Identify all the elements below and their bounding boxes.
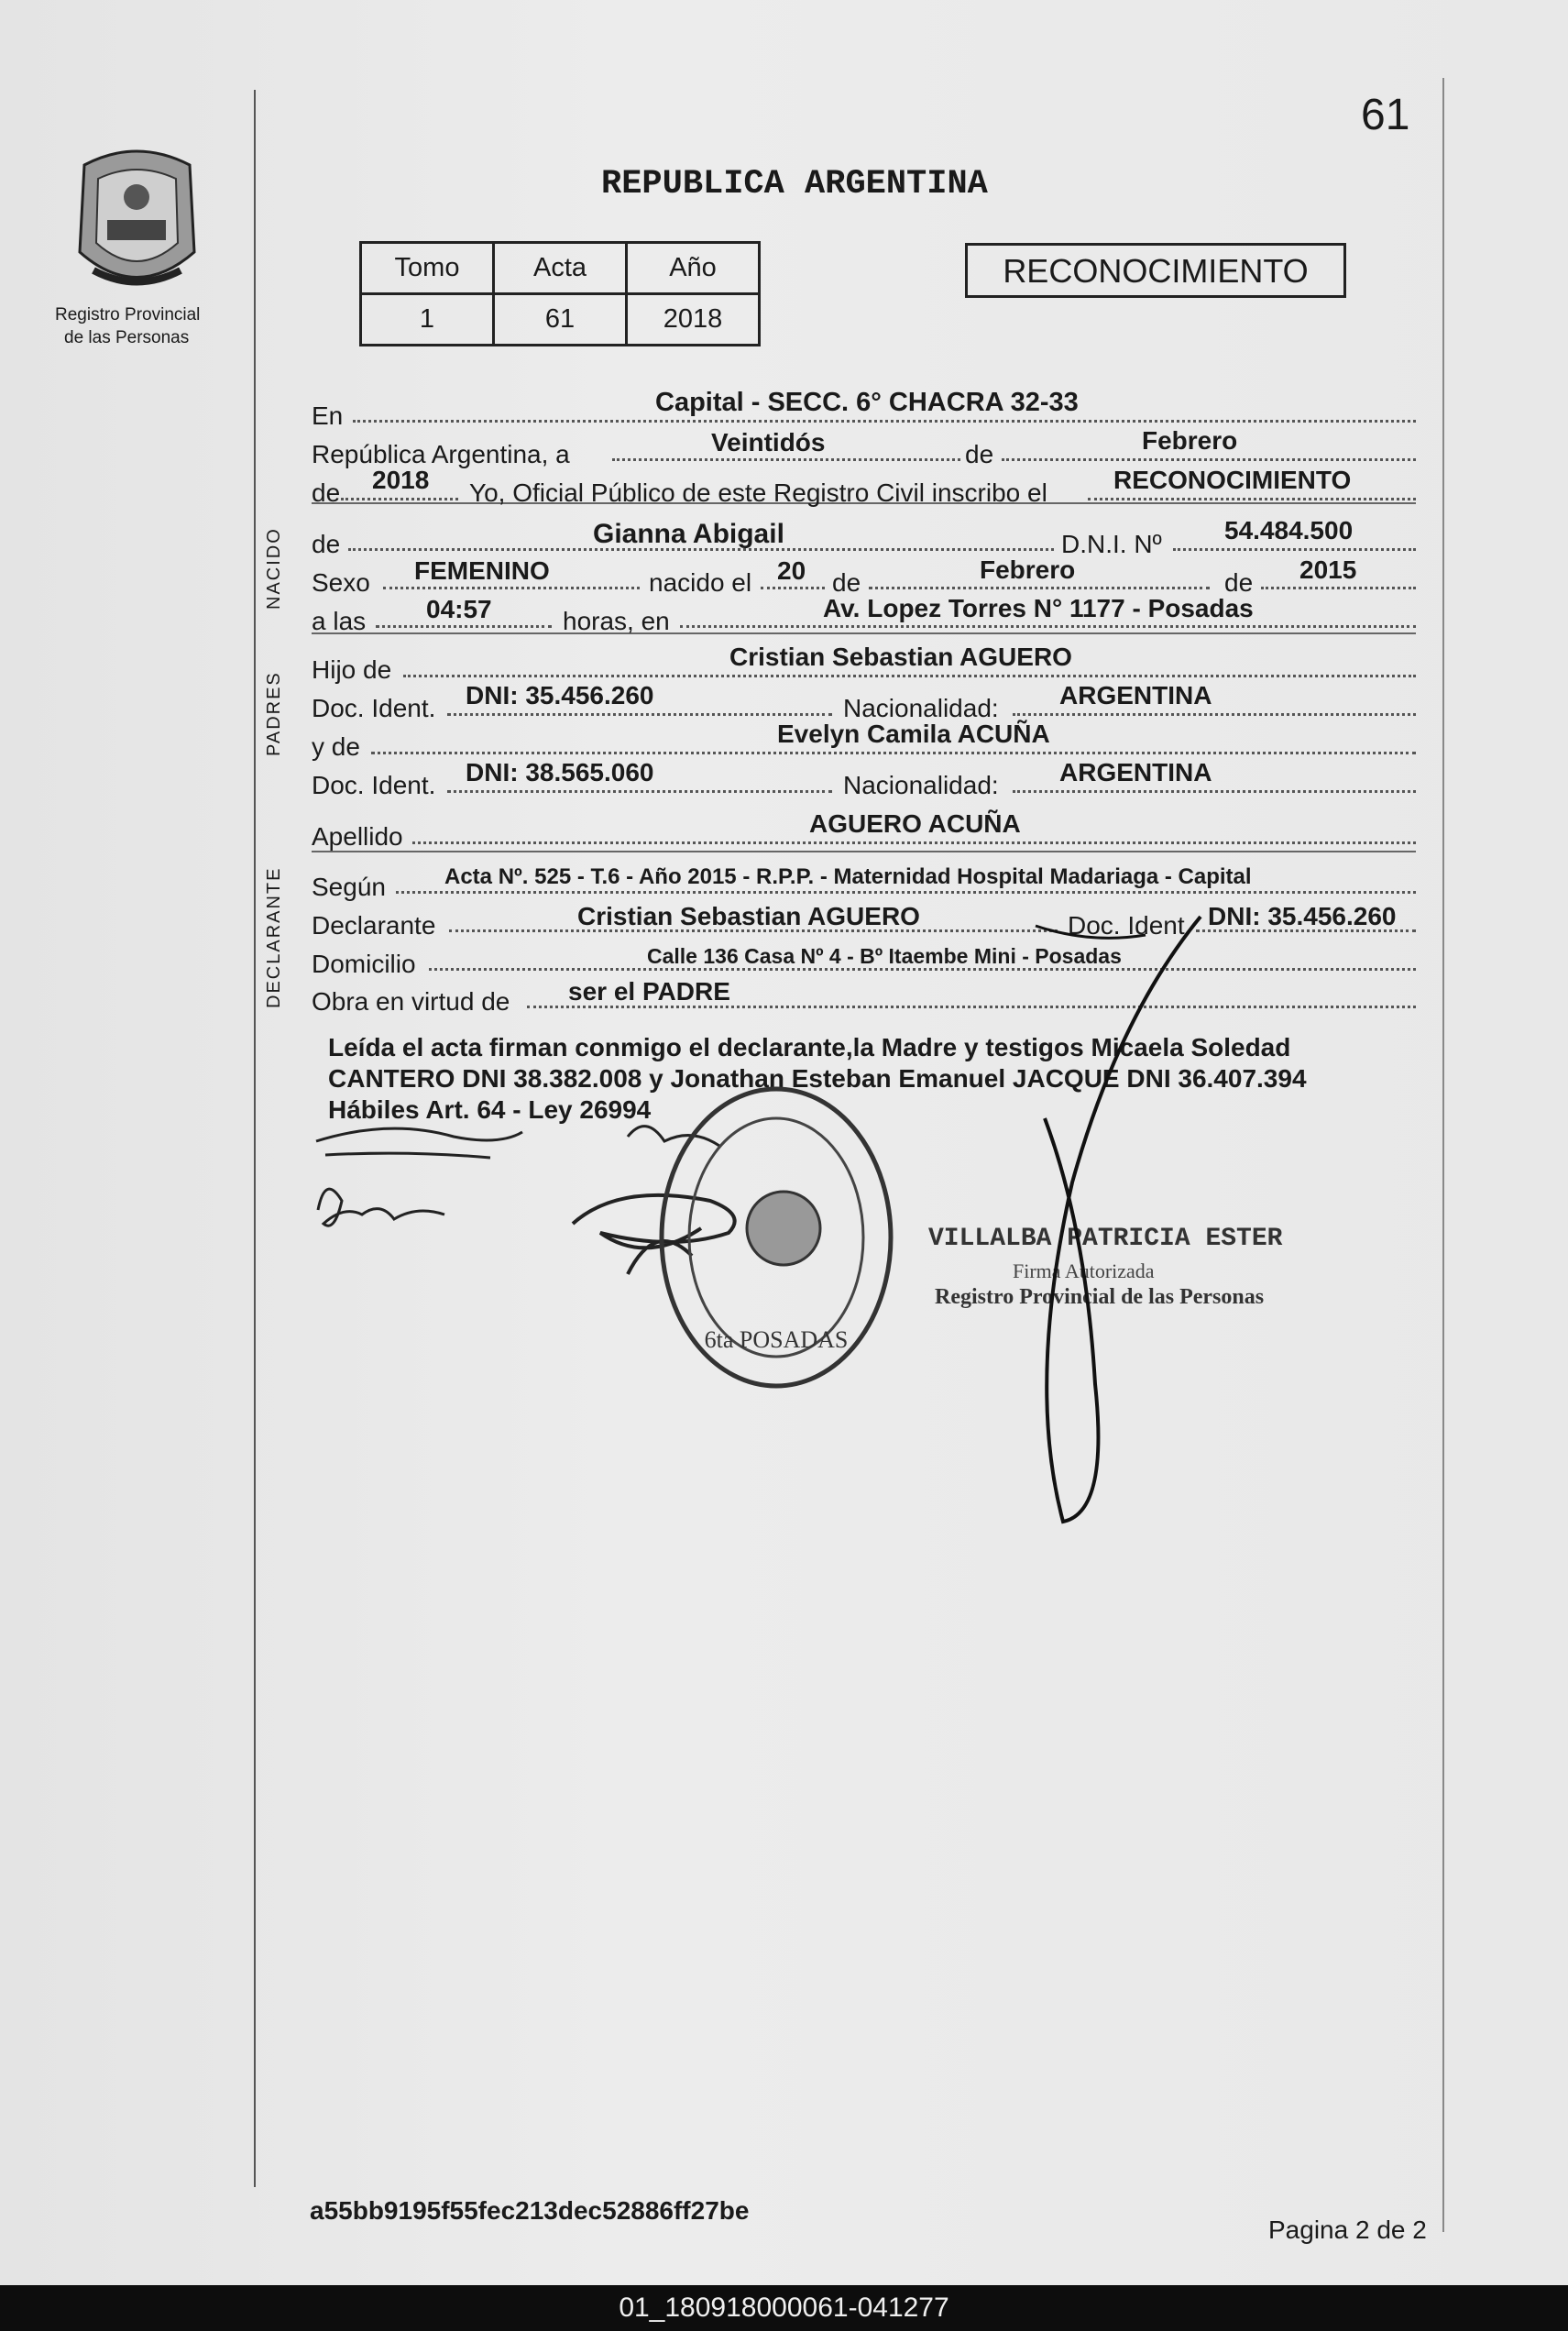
official-signature-icon — [1008, 907, 1219, 1540]
page-number: 61 — [1361, 91, 1410, 139]
label-dni: D.N.I. Nº — [1061, 530, 1162, 558]
value-madre: Evelyn Camila ACUÑA — [777, 720, 1050, 748]
table-header-tomo: Tomo — [361, 243, 494, 294]
value-nac-mes: Febrero — [980, 555, 1076, 584]
official-role: Firma Autorizada — [1013, 1259, 1155, 1282]
official-name: VILLALBA PATRICIA ESTER — [928, 1225, 1283, 1253]
table-value-tomo: 1 — [361, 294, 494, 346]
value-nac-dia: 20 — [777, 556, 806, 585]
value-madre-nac: ARGENTINA — [1059, 758, 1212, 786]
separator-padres — [312, 632, 1416, 634]
dots-hora — [376, 625, 552, 628]
value-hora: 04:57 — [426, 595, 492, 623]
section-label-nacido: NACIDO — [264, 527, 284, 610]
label-nac-madre: Nacionalidad: — [843, 771, 999, 799]
closing-line-2: CANTERO DNI 38.382.008 y Jonathan Esteban Emanuel JACQUE DNI 36.407.394 — [328, 1064, 1307, 1093]
value-padre-nac: ARGENTINA — [1059, 681, 1212, 709]
value-declarante: Cristian Sebastian AGUERO — [577, 902, 920, 930]
dots-nac-anio — [1261, 587, 1416, 589]
dots-en — [353, 420, 1416, 423]
dots-apellido — [412, 841, 1416, 844]
label-segun: Según — [312, 873, 386, 901]
file-id: 01_180918000061-041277 — [619, 2293, 949, 2323]
official-stamp-icon — [655, 1082, 898, 1393]
right-margin-line — [1442, 78, 1444, 2232]
label-y-de: y de — [312, 732, 360, 761]
section-label-padres: PADRES — [264, 671, 284, 756]
dots-nac-mes — [869, 587, 1210, 589]
value-lugar: Capital - SECC. 6° CHACRA 32-33 — [655, 388, 1079, 417]
dots-tipo — [1088, 498, 1416, 500]
table-header-acta: Acta — [494, 243, 627, 294]
label-doc-padre: Doc. Ident. — [312, 694, 436, 722]
value-nac-anio: 2015 — [1299, 555, 1357, 584]
dots-doc-madre — [447, 790, 832, 793]
dots-sexo — [383, 587, 640, 589]
label-de-nac-mes: de — [832, 568, 861, 597]
label-sexo: Sexo — [312, 568, 370, 597]
dots-anio — [341, 498, 458, 500]
dots-padre — [403, 675, 1416, 677]
dots-dni — [1173, 548, 1416, 551]
closing-line-1: Leída el acta firman conmigo el declarante,la Madre y testigos Micaela Soledad — [328, 1033, 1291, 1061]
value-padre-doc: DNI: 35.456.260 — [466, 681, 654, 709]
dots-nac-padre — [1013, 713, 1416, 716]
value-lugar-nac: Av. Lopez Torres N° 1177 - Posadas — [823, 594, 1254, 622]
province-emblem-icon — [66, 142, 208, 302]
value-mes: Febrero — [1142, 426, 1238, 455]
dots-nac-madre — [1013, 790, 1416, 793]
label-a-las: a las — [312, 607, 367, 635]
closing-line-3: Hábiles Art. 64 - Ley 26994 — [328, 1095, 652, 1124]
stamp-center-text: 6ta POSADAS — [704, 1326, 849, 1353]
label-de-mes: de — [965, 440, 994, 468]
label-de-anio: de — [312, 478, 341, 507]
dots-nac-dia — [761, 587, 825, 589]
dots-mes — [1002, 458, 1416, 461]
label-de-nac-anio: de — [1224, 568, 1254, 597]
document-hash: a55bb9195f55fec213dec52886ff27be — [310, 2196, 750, 2225]
registry-name-line2: de las Personas — [64, 328, 190, 347]
label-doc-declarante: Doc. Ident. — [1068, 911, 1192, 940]
value-dni: 54.484.500 — [1224, 516, 1354, 544]
value-obra: ser el PADRE — [568, 977, 730, 1006]
dots-dia — [612, 458, 960, 461]
table-value-acta: 61 — [494, 294, 627, 346]
file-id-bar — [0, 2285, 1568, 2331]
label-declarante: Declarante — [312, 911, 436, 940]
value-anio: 2018 — [372, 466, 430, 494]
label-yo-oficial: Yo, Oficial Público de este Registro Civil inscribo el — [469, 478, 1047, 507]
label-apellido: Apellido — [312, 822, 403, 851]
value-segun: Acta Nº. 525 - T.6 - Año 2015 - R.P.P. - Maternidad Hospital Madariaga - Capital — [444, 864, 1252, 889]
value-declarante-doc: DNI: 35.456.260 — [1208, 902, 1397, 930]
label-hijo-de: Hijo de — [312, 655, 392, 684]
label-domicilio: Domicilio — [312, 950, 416, 978]
separator-apellido — [312, 851, 1416, 852]
dots-lugar-nac — [680, 625, 1416, 628]
act-type-label: RECONOCIMIENTO — [1003, 252, 1309, 290]
label-obra: Obra en virtud de — [312, 987, 510, 1016]
value-nombre: Gianna Abigail — [593, 519, 784, 549]
official-office: Registro Provincial de las Personas — [935, 1285, 1265, 1309]
label-horas-en: horas, en — [563, 607, 670, 635]
table-value-anio: 2018 — [627, 294, 760, 346]
value-padre: Cristian Sebastian AGUERO — [729, 643, 1072, 671]
value-madre-doc: DNI: 38.565.060 — [466, 758, 654, 786]
label-en: En — [312, 401, 344, 430]
label-nac-padre: Nacionalidad: — [843, 694, 999, 722]
value-domicilio: Calle 136 Casa Nº 4 - Bº Itaembe Mini - Posadas — [647, 944, 1122, 968]
label-republica: República Argentina, a — [312, 440, 570, 468]
dots-doc-padre — [447, 713, 832, 716]
label-de-nombre: de — [312, 530, 341, 558]
section-label-declarante: DECLARANTE — [264, 866, 284, 1008]
label-nacido-el: nacido el — [649, 568, 752, 597]
left-margin-line — [254, 90, 256, 2187]
record-table — [359, 241, 761, 346]
registry-name-line1: Registro Provincial — [55, 305, 201, 324]
value-tipo: RECONOCIMIENTO — [1113, 466, 1352, 494]
dots-segun — [396, 891, 1416, 894]
table-header-anio: Año — [627, 243, 760, 294]
value-apellido: AGUERO ACUÑA — [809, 809, 1021, 838]
act-type-box — [965, 243, 1346, 298]
label-doc-madre: Doc. Ident. — [312, 771, 436, 799]
signature-left-icon — [307, 1123, 545, 1251]
pagination: Pagina 2 de 2 — [1268, 2216, 1427, 2244]
value-dia: Veintidós — [711, 428, 826, 456]
dots-madre — [371, 752, 1416, 754]
country-title: REPUBLICA ARGENTINA — [601, 165, 988, 203]
value-sexo: FEMENINO — [414, 556, 550, 585]
